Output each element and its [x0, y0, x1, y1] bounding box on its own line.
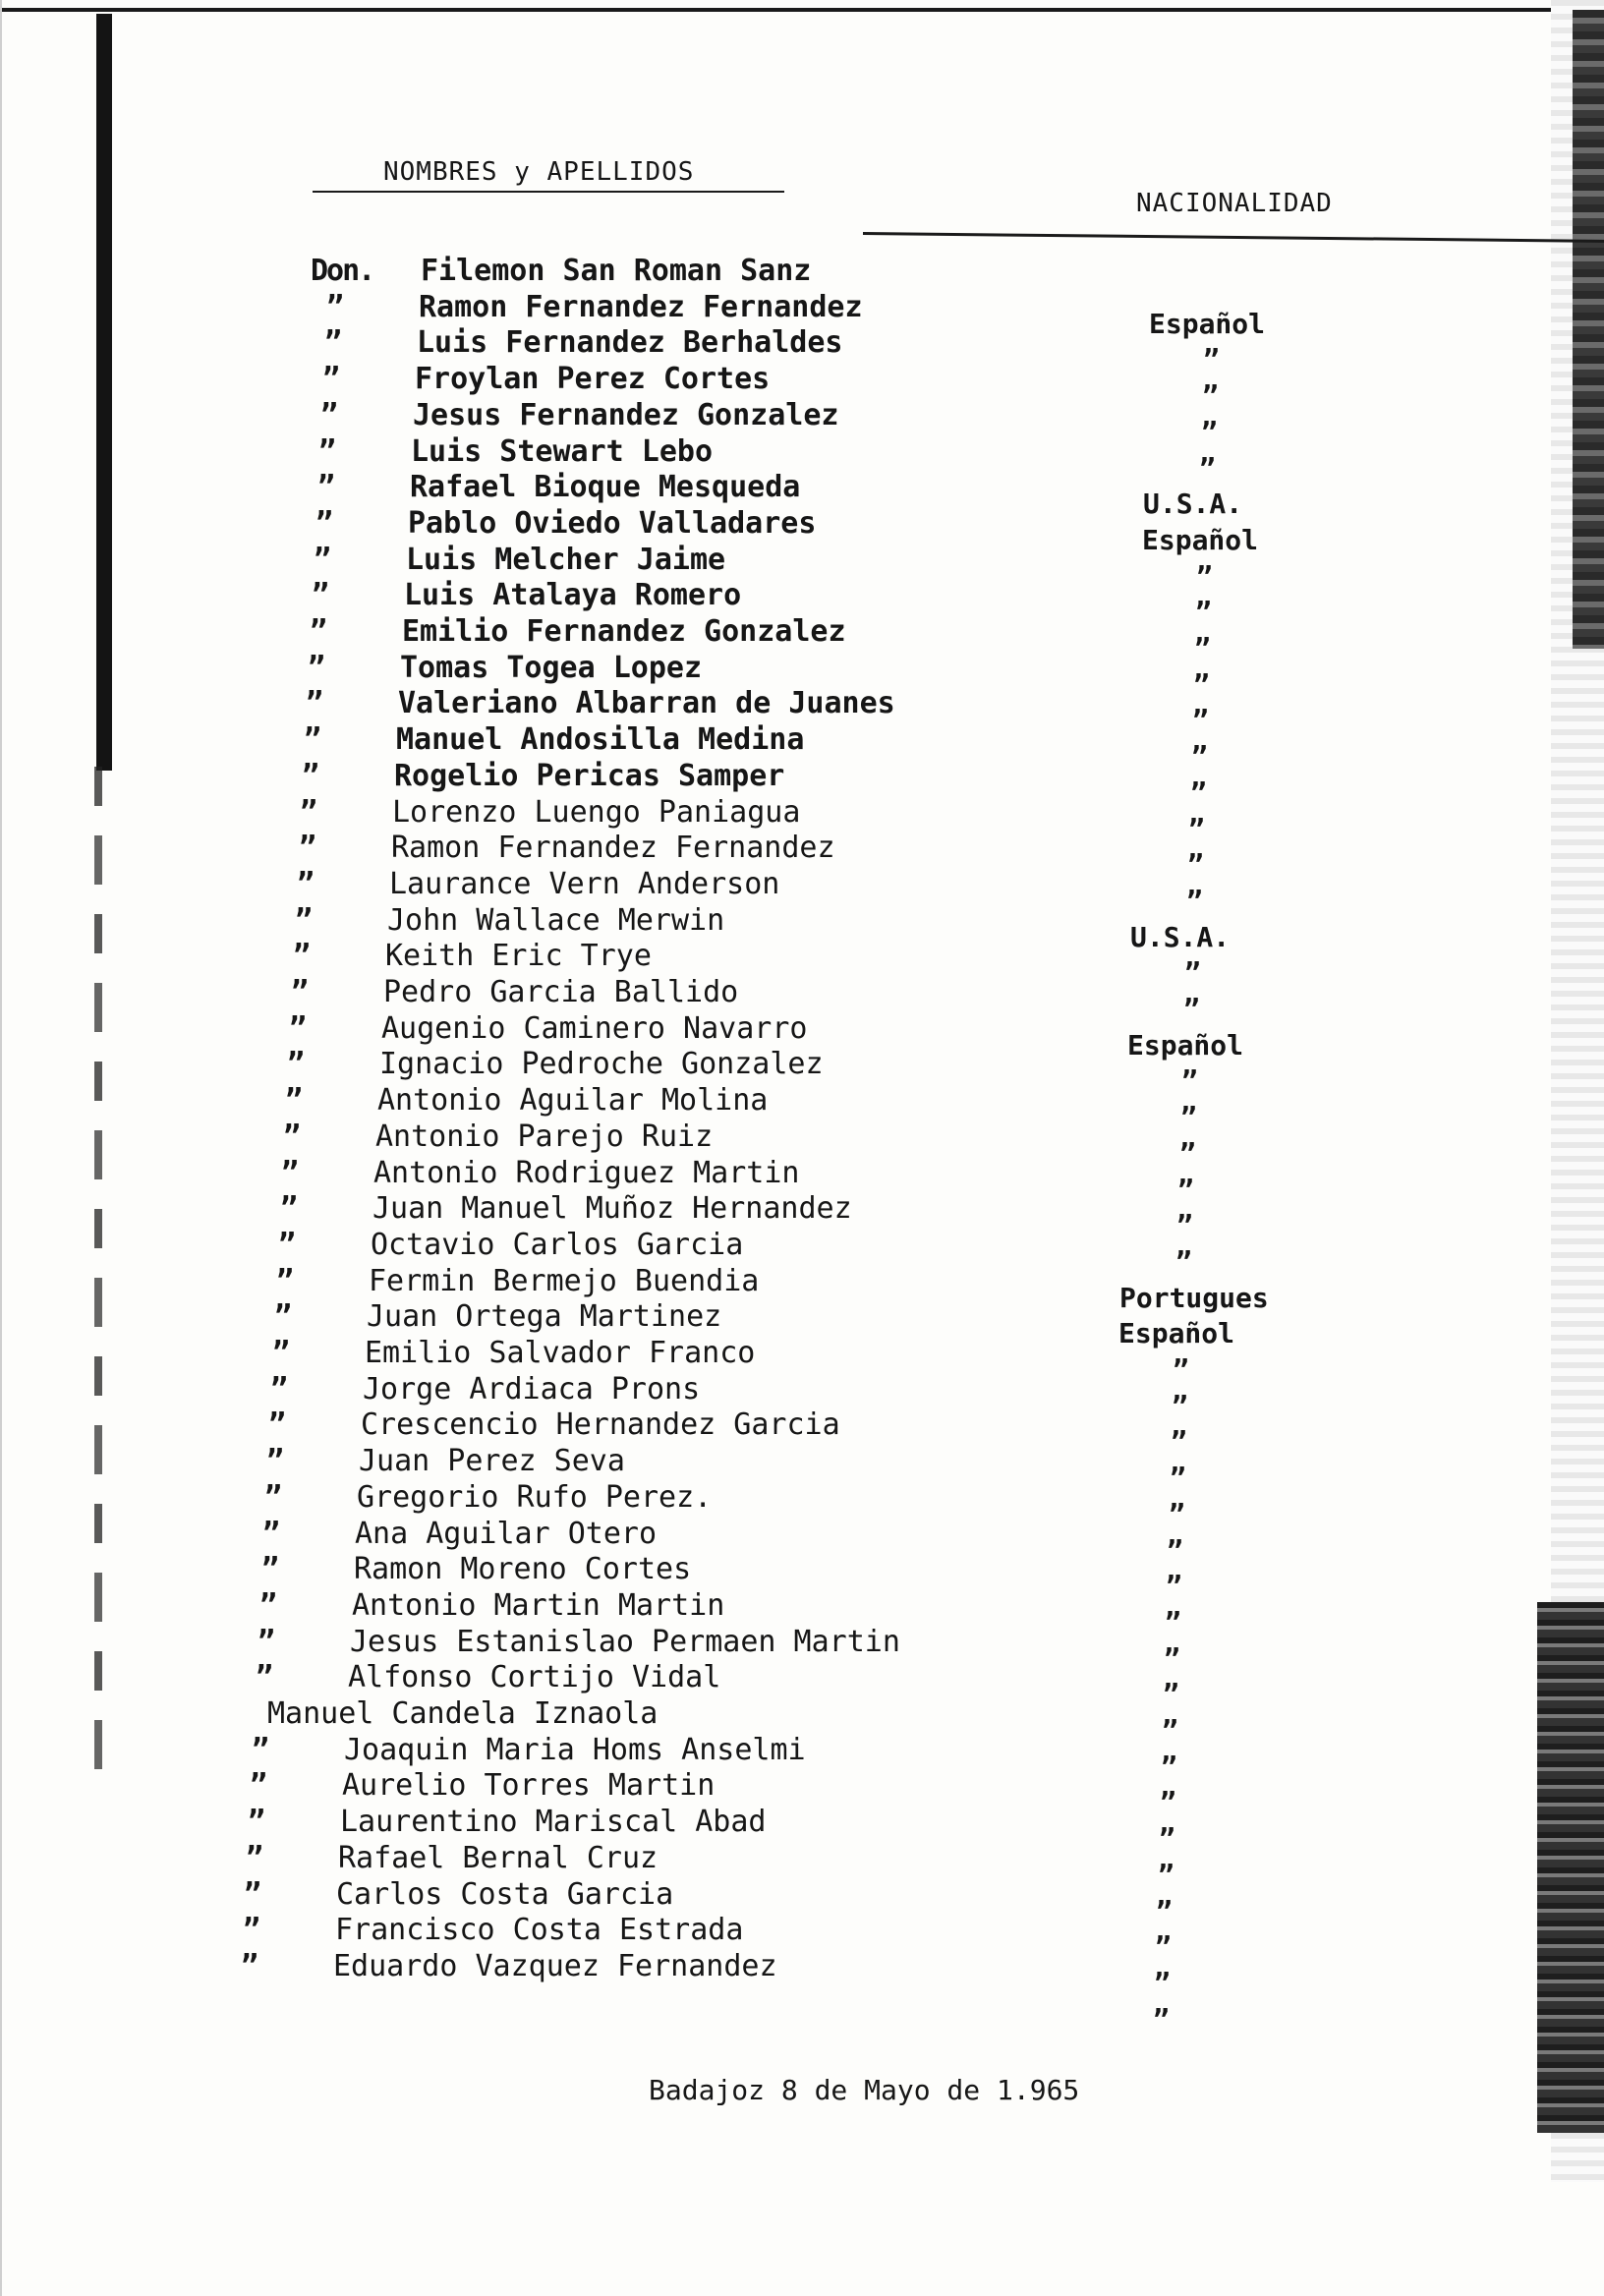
entry-prefix: ” [297, 866, 314, 901]
entry-prefix: ” [306, 686, 322, 721]
list-item [0, 1768, 1604, 1819]
entry-nationality: ” [1159, 1822, 1175, 1856]
entry-prefix: ” [274, 1299, 291, 1335]
list-item [0, 542, 1604, 593]
entry-prefix: ” [252, 1732, 268, 1767]
entry-prefix: ” [302, 758, 318, 793]
entry-name: Froylan Perez Cortes [415, 362, 771, 397]
entry-name: Ramon Moreno Cortes [354, 1552, 692, 1587]
entry-prefix: ” [289, 1010, 306, 1046]
entry-prefix: ” [246, 1840, 262, 1875]
entry-name: Crescencio Hernandez Garcia [361, 1407, 840, 1443]
entry-nationality: ” [1164, 1641, 1180, 1675]
entry-nationality: ” [1195, 596, 1212, 629]
entry-name: Ana Aguilar Otero [355, 1516, 658, 1551]
entry-name: Keith Eric Trye [385, 939, 652, 974]
list-item [0, 1263, 1604, 1314]
entry-prefix: ” [317, 470, 334, 505]
entry-prefix: ” [293, 939, 310, 974]
list-item [0, 470, 1604, 521]
entry-nationality: ” [1202, 379, 1219, 413]
entry-prefix: ” [256, 1660, 272, 1695]
list-item [0, 325, 1604, 376]
entry-prefix: ” [280, 1191, 297, 1227]
entry-name: Emilio Salvador Franco [365, 1336, 756, 1370]
entry-prefix: ” [287, 1047, 304, 1082]
entry-nationality: ” [1203, 343, 1220, 376]
entry-name: Laurentino Mariscal Abad [340, 1805, 767, 1840]
entry-nationality: ” [1188, 812, 1205, 845]
entry-name: Pedro Garcia Ballido [383, 975, 739, 1009]
entry-prefix: ” [300, 794, 316, 830]
entry-prefix: ” [272, 1336, 289, 1370]
entry-name: Jorge Ardiaca Prons [363, 1371, 701, 1406]
entry-prefix: ” [318, 433, 335, 469]
entry-name: Juan Manuel Muñoz Hernandez [372, 1191, 852, 1227]
entry-nationality: ” [1192, 704, 1209, 737]
list-item [0, 1371, 1604, 1422]
entry-name: John Wallace Merwin [387, 902, 725, 938]
list-item [0, 1876, 1604, 1927]
entry-name: Filemon San Roman Sanz [421, 254, 812, 288]
entry-prefix: ” [268, 1407, 285, 1443]
entry-nationality: ” [1154, 1966, 1171, 1999]
list-item [0, 975, 1604, 1025]
entry-prefix: ” [262, 1516, 279, 1551]
entry-nationality: ” [1184, 956, 1201, 990]
list-item [0, 397, 1604, 448]
entry-name: Luis Melcher Jaime [406, 542, 726, 577]
entry-name: Emilio Fernandez Gonzalez [402, 614, 846, 649]
entry-nationality: ” [1193, 667, 1210, 701]
entry-nationality: ” [1173, 1353, 1189, 1386]
entry-nationality: Español [1127, 1028, 1244, 1062]
list-item [0, 1985, 1604, 2036]
entry-name: Rafael Bernal Cruz [338, 1840, 659, 1875]
list-item [0, 1336, 1604, 1386]
entry-prefix: ” [259, 1587, 276, 1623]
entry-nationality: ” [1186, 884, 1203, 917]
list-item [0, 866, 1604, 917]
list-item [0, 289, 1604, 340]
list-item [0, 1191, 1604, 1242]
names-column-header: NOMBRES y APELLIDOS [383, 157, 695, 187]
entry-nationality: ” [1199, 451, 1216, 485]
entry-nationality: Español [1118, 1317, 1235, 1350]
entry-name: Luis Fernandez Berhaldes [417, 325, 843, 361]
entry-prefix: ” [304, 722, 320, 758]
entry-prefix: ” [248, 1805, 264, 1840]
entry-nationality: ” [1156, 1894, 1173, 1927]
list-item [0, 1047, 1604, 1098]
entry-name: Antonio Rodriguez Martin [373, 1155, 800, 1190]
entry-nationality: ” [1196, 559, 1213, 593]
entry-nationality: ” [1167, 1533, 1183, 1567]
entry-prefix: ” [308, 650, 324, 685]
entry-nationality: ” [1194, 632, 1211, 664]
entry-nationality: ” [1187, 848, 1204, 882]
entry-name: Manuel Candela Iznaola [267, 1696, 659, 1731]
entry-prefix: ” [295, 902, 312, 938]
list-item [0, 1010, 1604, 1062]
entry-nationality: Español [1149, 307, 1266, 340]
header-underline [313, 191, 784, 193]
nationality-column-header: NACIONALIDAD [1136, 189, 1333, 218]
list-item [0, 1948, 1604, 1999]
entry-prefix: ” [322, 362, 339, 397]
entry-name: Fermin Bermejo Buendia [369, 1263, 760, 1298]
list-item [0, 1732, 1604, 1783]
entry-prefix: ” [281, 1155, 298, 1190]
entry-nationality: ” [1161, 1750, 1177, 1783]
entry-prefix: ” [324, 325, 341, 361]
list-item [0, 722, 1604, 774]
entry-name: Antonio Parejo Ruiz [375, 1119, 714, 1154]
entry-prefix: ” [276, 1263, 293, 1298]
entry-nationality: ” [1169, 1497, 1185, 1530]
entry-prefix: ” [315, 505, 332, 541]
entry-nationality: ” [1179, 1136, 1196, 1170]
list-item [0, 1696, 1604, 1747]
list-item [0, 1624, 1604, 1675]
entry-name: Valeriano Albarran de Juanes [398, 686, 895, 721]
list-item [0, 1516, 1604, 1567]
entry-name: Aurelio Torres Martin [342, 1768, 716, 1804]
entry-name: Jesus Estanislao Permaen Martin [350, 1624, 900, 1659]
list-item [0, 794, 1604, 845]
list-item [0, 1407, 1604, 1459]
entry-name: Augenio Caminero Navarro [381, 1010, 808, 1046]
list-item [0, 1155, 1604, 1206]
list-item [0, 902, 1604, 953]
entry-prefix: ” [283, 1119, 300, 1154]
entry-name: Laurance Vern Anderson [389, 866, 780, 901]
entry-name: Gregorio Rufo Perez. [357, 1479, 713, 1515]
list-item [0, 1479, 1604, 1530]
entry-name: Juan Ortega Martinez [367, 1299, 722, 1335]
entry-name: Octavio Carlos Garcia [371, 1227, 744, 1262]
entry-prefix: ” [261, 1552, 278, 1587]
list-item [0, 1660, 1604, 1711]
entry-nationality: ” [1153, 2002, 1170, 2036]
list-item [0, 1119, 1604, 1170]
entry-prefix: ” [310, 614, 326, 649]
entry-prefix: ” [258, 1624, 274, 1659]
entry-name: Tomas Togea Lopez [400, 650, 703, 685]
entry-prefix: ” [243, 1913, 259, 1948]
entry-prefix: ” [278, 1227, 295, 1262]
list-item [0, 1913, 1604, 1964]
place-date-footer: Badajoz 8 de Mayo de 1.965 [649, 2074, 1080, 2106]
entry-name: Lorenzo Luengo Paniagua [392, 794, 801, 830]
list-item [0, 254, 1604, 289]
entry-nationality: ” [1191, 740, 1208, 774]
entry-nationality: ” [1158, 1858, 1174, 1891]
entry-name: Eduardo Vazquez Fernandez [333, 1948, 777, 1983]
entry-nationality: ” [1162, 1714, 1178, 1747]
entry-name: Antonio Martin Martin [352, 1587, 725, 1623]
entry-name: Alfonso Cortijo Vidal [348, 1660, 721, 1695]
list-item [0, 1227, 1604, 1278]
entry-nationality: U.S.A. [1143, 488, 1243, 521]
entry-name: Manuel Andosilla Medina [396, 722, 805, 758]
entry-name: Luis Stewart Lebo [411, 433, 714, 469]
list-item [0, 1083, 1604, 1134]
entry-prefix: ” [250, 1768, 266, 1804]
entry-nationality: ” [1181, 1064, 1198, 1098]
entry-nationality: ” [1170, 1462, 1186, 1495]
entry-nationality: ” [1183, 993, 1200, 1025]
entry-name: Rafael Bioque Mesqueda [410, 470, 801, 505]
entry-prefix: ” [244, 1876, 260, 1912]
entry-nationality: U.S.A. [1130, 920, 1231, 953]
entry-nationality: ” [1160, 1786, 1176, 1819]
list-item [0, 686, 1604, 737]
entry-name: Ramon Fernandez Fernandez [391, 831, 835, 866]
entry-prefix: ” [291, 975, 308, 1009]
entry-nationality: ” [1176, 1209, 1193, 1242]
entry-name: Francisco Costa Estrada [335, 1913, 744, 1948]
list-item [0, 1444, 1604, 1495]
entry-name: Joaquin Maria Homs Anselmi [344, 1732, 806, 1767]
list-item [0, 505, 1604, 556]
list-item [0, 650, 1604, 701]
list-item [0, 433, 1604, 485]
list-item [0, 1587, 1604, 1638]
entry-name: Jesus Fernandez Gonzalez [413, 397, 839, 432]
entry-nationality: Español [1142, 523, 1259, 556]
entry-nationality: ” [1180, 1101, 1197, 1134]
entry-name: Ramon Fernandez Fernandez [419, 289, 863, 324]
entry-nationality: ” [1171, 1425, 1187, 1459]
list-item [0, 939, 1604, 990]
entry-nationality: Portugues [1119, 1281, 1269, 1314]
entry-name: Carlos Costa Garcia [336, 1876, 674, 1912]
entry-prefix: ” [320, 397, 337, 432]
entry-prefix: ” [264, 1479, 281, 1515]
entry-nationality: ” [1163, 1678, 1179, 1711]
list-item [0, 1552, 1604, 1603]
list-item [0, 758, 1604, 809]
entry-name: Antonio Aguilar Molina [377, 1083, 769, 1119]
scan-top-border [0, 8, 1604, 12]
entry-prefix: ” [326, 289, 343, 324]
entry-nationality: ” [1172, 1389, 1188, 1422]
list-item [0, 578, 1604, 629]
list-item [0, 1840, 1604, 1891]
entry-prefix: ” [241, 1948, 258, 1983]
entry-prefix: ” [299, 831, 315, 866]
entry-prefix: ” [312, 578, 328, 613]
list-item [0, 362, 1604, 413]
entry-prefix: Don. [311, 254, 374, 288]
entry-prefix: ” [314, 542, 330, 577]
entry-nationality: ” [1155, 1930, 1172, 1964]
entry-name: Ignacio Pedroche Gonzalez [379, 1047, 824, 1082]
entry-name: Rogelio Pericas Samper [394, 758, 785, 793]
entry-prefix: ” [270, 1371, 287, 1406]
column-headers [313, 147, 1394, 236]
list-item [0, 831, 1604, 882]
entry-nationality: ” [1166, 1570, 1182, 1603]
entry-name: Luis Atalaya Romero [404, 578, 742, 613]
entry-nationality: ” [1201, 415, 1218, 448]
entry-nationality: ” [1175, 1244, 1192, 1278]
header-rule [863, 232, 1604, 246]
list-item [0, 1805, 1604, 1856]
entry-nationality: ” [1165, 1605, 1181, 1638]
entry-name: Juan Perez Seva [359, 1444, 625, 1479]
entry-nationality: ” [1177, 1173, 1194, 1206]
entry-name: Pablo Oviedo Valladares [408, 505, 817, 541]
entry-prefix: ” [285, 1083, 302, 1119]
list-item [0, 1299, 1604, 1350]
list-item [0, 614, 1604, 664]
entry-nationality: ” [1190, 775, 1207, 809]
entry-prefix: ” [266, 1444, 283, 1479]
